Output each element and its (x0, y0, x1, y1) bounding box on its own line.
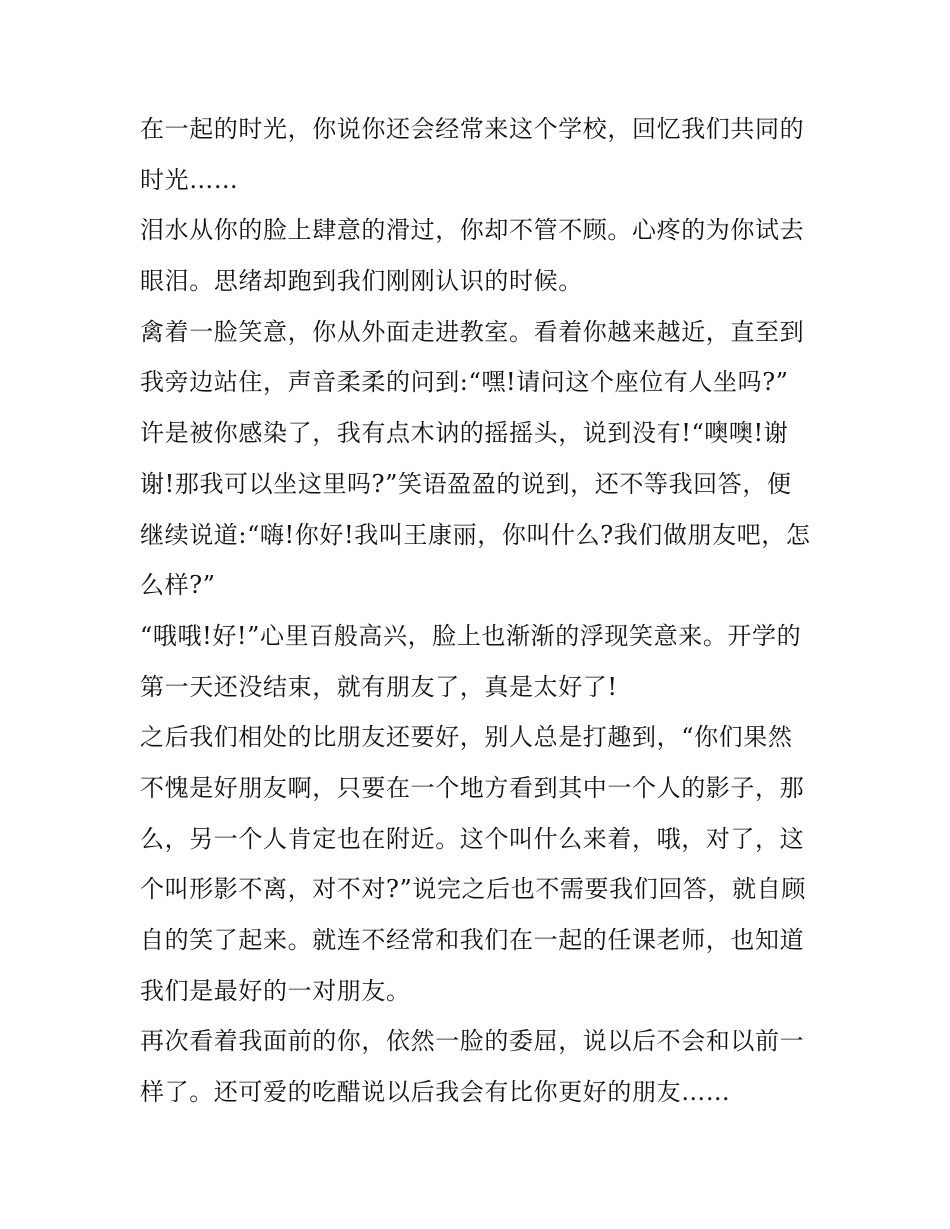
text-line: 时光…… (140, 165, 239, 194)
text-line: 眼泪。思绪却跑到我们刚刚认识的时候。 (140, 267, 583, 296)
text-line: 不愧是好朋友啊，只要在一个地方看到其中一个人的影子，那 (140, 773, 805, 802)
text-line: 泪水从你的脸上肆意的滑过，你却不管不顾。心疼的为你试去 (140, 216, 805, 245)
text-line: 么样?” (140, 571, 216, 600)
text-line: 我旁边站住，声音柔柔的问到:“嘿!请问这个座位有人坐吗?” (140, 368, 789, 397)
text-line: 我们是最好的一对朋友。 (140, 976, 411, 1005)
text-line: 么，另一个人肯定也在附近。这个叫什么来着，哦，对了，这 (140, 824, 805, 853)
text-line: 第一天还没结束，就有朋友了，真是太好了! (140, 672, 618, 701)
text-line: 禽着一脸笑意，你从外面走进教室。看着你越来越近，直至到 (140, 317, 805, 346)
text-line: 继续说道:“嗨!你好!我叫王康丽，你叫什么?我们做朋友吧，怎 (140, 520, 811, 549)
text-line: 谢!那我可以坐这里吗?”笑语盈盈的说到，还不等我回答，便 (140, 469, 792, 498)
text-line: 个叫形影不离，对不对?”说完之后也不需要我们回答，就自顾 (140, 875, 806, 904)
document-page (140, 104, 812, 1118)
text-line: 在一起的时光，你说你还会经常来这个学校，回忆我们共同的 (140, 115, 805, 143)
text-line: 自的笑了起来。就连不经常和我们在一起的任课老师，也知道 (140, 926, 805, 954)
text-line: 再次看着我面前的你，依然一脸的委屈，说以后不会和以前一 (140, 1027, 805, 1056)
text-line: 样了。还可爱的吃醋说以后我会有比你更好的朋友…… (140, 1078, 731, 1107)
text-line: 许是被你感染了，我有点木讷的摇摇头，说到没有!“噢噢!谢 (140, 419, 789, 448)
text-line: “哦哦!好!”心里百般高兴，脸上也渐渐的浮现笑意来。开学的 (140, 621, 802, 650)
text-line: 之后我们相处的比朋友还要好，别人总是打趣到，“你们果然 (140, 723, 793, 752)
